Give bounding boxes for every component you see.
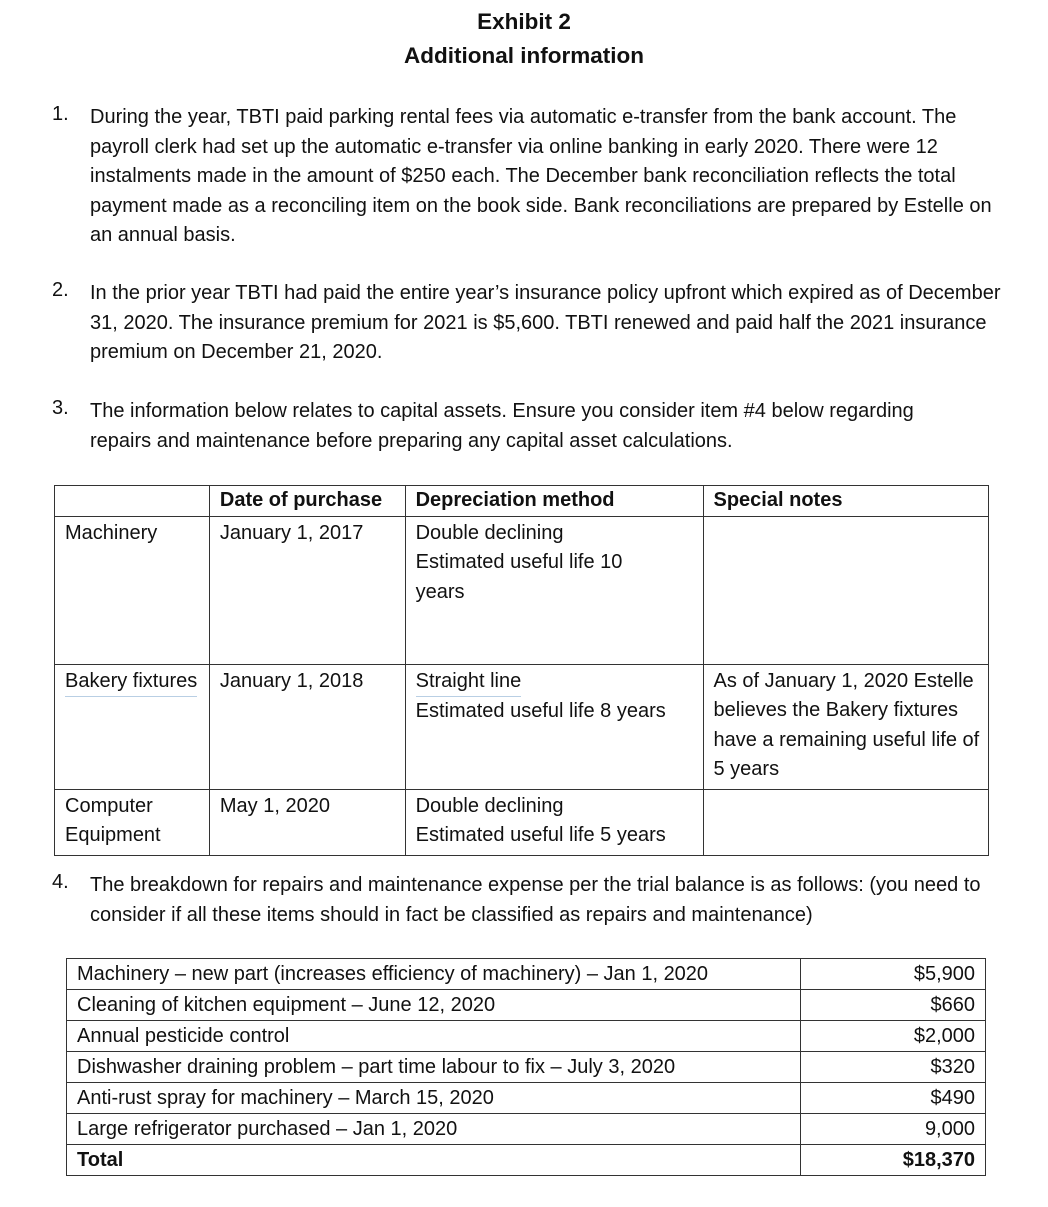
column-header-asset <box>55 486 210 517</box>
column-header-date: Date of purchase <box>209 486 405 517</box>
repair-amount: $320 <box>801 1052 986 1083</box>
table-row <box>67 1083 986 1114</box>
info-item-3 <box>52 397 1002 456</box>
depreciation-method <box>405 516 703 664</box>
repair-description: Dishwasher draining problem – part time labour to fix – July 3, 2020 <box>67 1052 801 1083</box>
repair-amount: 9,000 <box>801 1114 986 1145</box>
item-number: 4. <box>52 871 69 893</box>
info-item-1 <box>52 103 1002 251</box>
asset-name: Bakery fixtures <box>55 664 210 789</box>
exhibit-title: Exhibit 2 <box>477 9 571 34</box>
table-row <box>67 990 986 1021</box>
column-header-method: Depreciation method <box>405 486 703 517</box>
asset-name: Machinery <box>55 516 210 664</box>
item-number: 1. <box>52 103 69 125</box>
item-text: During the year, TBTI paid parking rental fees via automatic e-transfer from the bank account. The payroll clerk had set up the automatic e-transfer via online banking in early 2020. There were 12 instalments made in the amount of $250 each. The December bank reconciliation reflects the total payment made as a reconciling item on the book side. Bank reconciliations are prepared by Estelle on an annual basis. <box>90 106 992 246</box>
table-row <box>55 664 989 789</box>
depreciation-method <box>405 789 703 855</box>
repair-amount: $5,900 <box>801 959 986 990</box>
table-row <box>67 1114 986 1145</box>
special-notes <box>703 789 989 855</box>
table-header-row <box>55 486 989 517</box>
useful-life: Estimated useful life 8 years <box>415 700 666 722</box>
useful-life: Estimated useful life 10 years <box>415 551 623 603</box>
total-amount: $18,370 <box>801 1145 986 1176</box>
repair-description: Annual pesticide control <box>67 1021 801 1052</box>
column-header-notes: Special notes <box>703 486 989 517</box>
repair-description: Machinery – new part (increases efficiency of machinery) – Jan 1, 2020 <box>67 959 801 990</box>
purchase-date: January 1, 2018 <box>209 664 405 789</box>
asset-name: Computer Equipment <box>55 789 210 855</box>
item-number: 3. <box>52 397 69 419</box>
item-text: The information below relates to capital assets. Ensure you consider item #4 below regarding repairs and maintenance before preparing any capital asset calculations. <box>90 400 914 452</box>
repair-description: Anti-rust spray for machinery – March 15, 2020 <box>67 1083 801 1114</box>
depreciation-method <box>405 664 703 789</box>
total-label: Total <box>67 1145 801 1176</box>
repair-amount: $2,000 <box>801 1021 986 1052</box>
info-item-2 <box>52 279 1002 368</box>
repair-amount: $660 <box>801 990 986 1021</box>
info-item-4 <box>52 871 1002 930</box>
total-row <box>67 1145 986 1176</box>
repair-description: Large refrigerator purchased – Jan 1, 2020 <box>67 1114 801 1145</box>
capital-assets-table <box>54 485 989 856</box>
purchase-date: January 1, 2017 <box>209 516 405 664</box>
item-text: The breakdown for repairs and maintenance expense per the trial balance is as follows: (you need to consider if all these items should in fact be classified as repairs and maintenance) <box>90 874 981 926</box>
useful-life: Estimated useful life 5 years <box>415 824 666 846</box>
item-text: In the prior year TBTI had paid the entire year’s insurance policy upfront which expired as of December 31, 2020. The insurance premium for 2021 is $5,600. TBTI renewed and paid half the 2021 insurance premium on December 21, 2020. <box>90 282 1001 363</box>
table-row <box>67 1021 986 1052</box>
method-name: Double declining <box>415 521 564 544</box>
method-name: Straight line <box>416 667 695 698</box>
repair-description: Cleaning of kitchen equipment – June 12, 2020 <box>67 990 801 1021</box>
item-number: 2. <box>52 279 69 301</box>
table-row <box>55 789 989 855</box>
exhibit-subtitle: Additional information <box>404 43 644 68</box>
table-row <box>55 516 989 664</box>
repair-amount: $490 <box>801 1083 986 1114</box>
table-row <box>67 959 986 990</box>
special-notes: As of January 1, 2020 Estelle believes the Bakery fixtures have a remaining useful life of 5 years <box>703 664 989 789</box>
purchase-date: May 1, 2020 <box>209 789 405 855</box>
table-row <box>67 1052 986 1083</box>
special-notes <box>703 516 989 664</box>
method-name: Double declining <box>415 794 564 817</box>
repairs-maintenance-table <box>66 958 986 1176</box>
